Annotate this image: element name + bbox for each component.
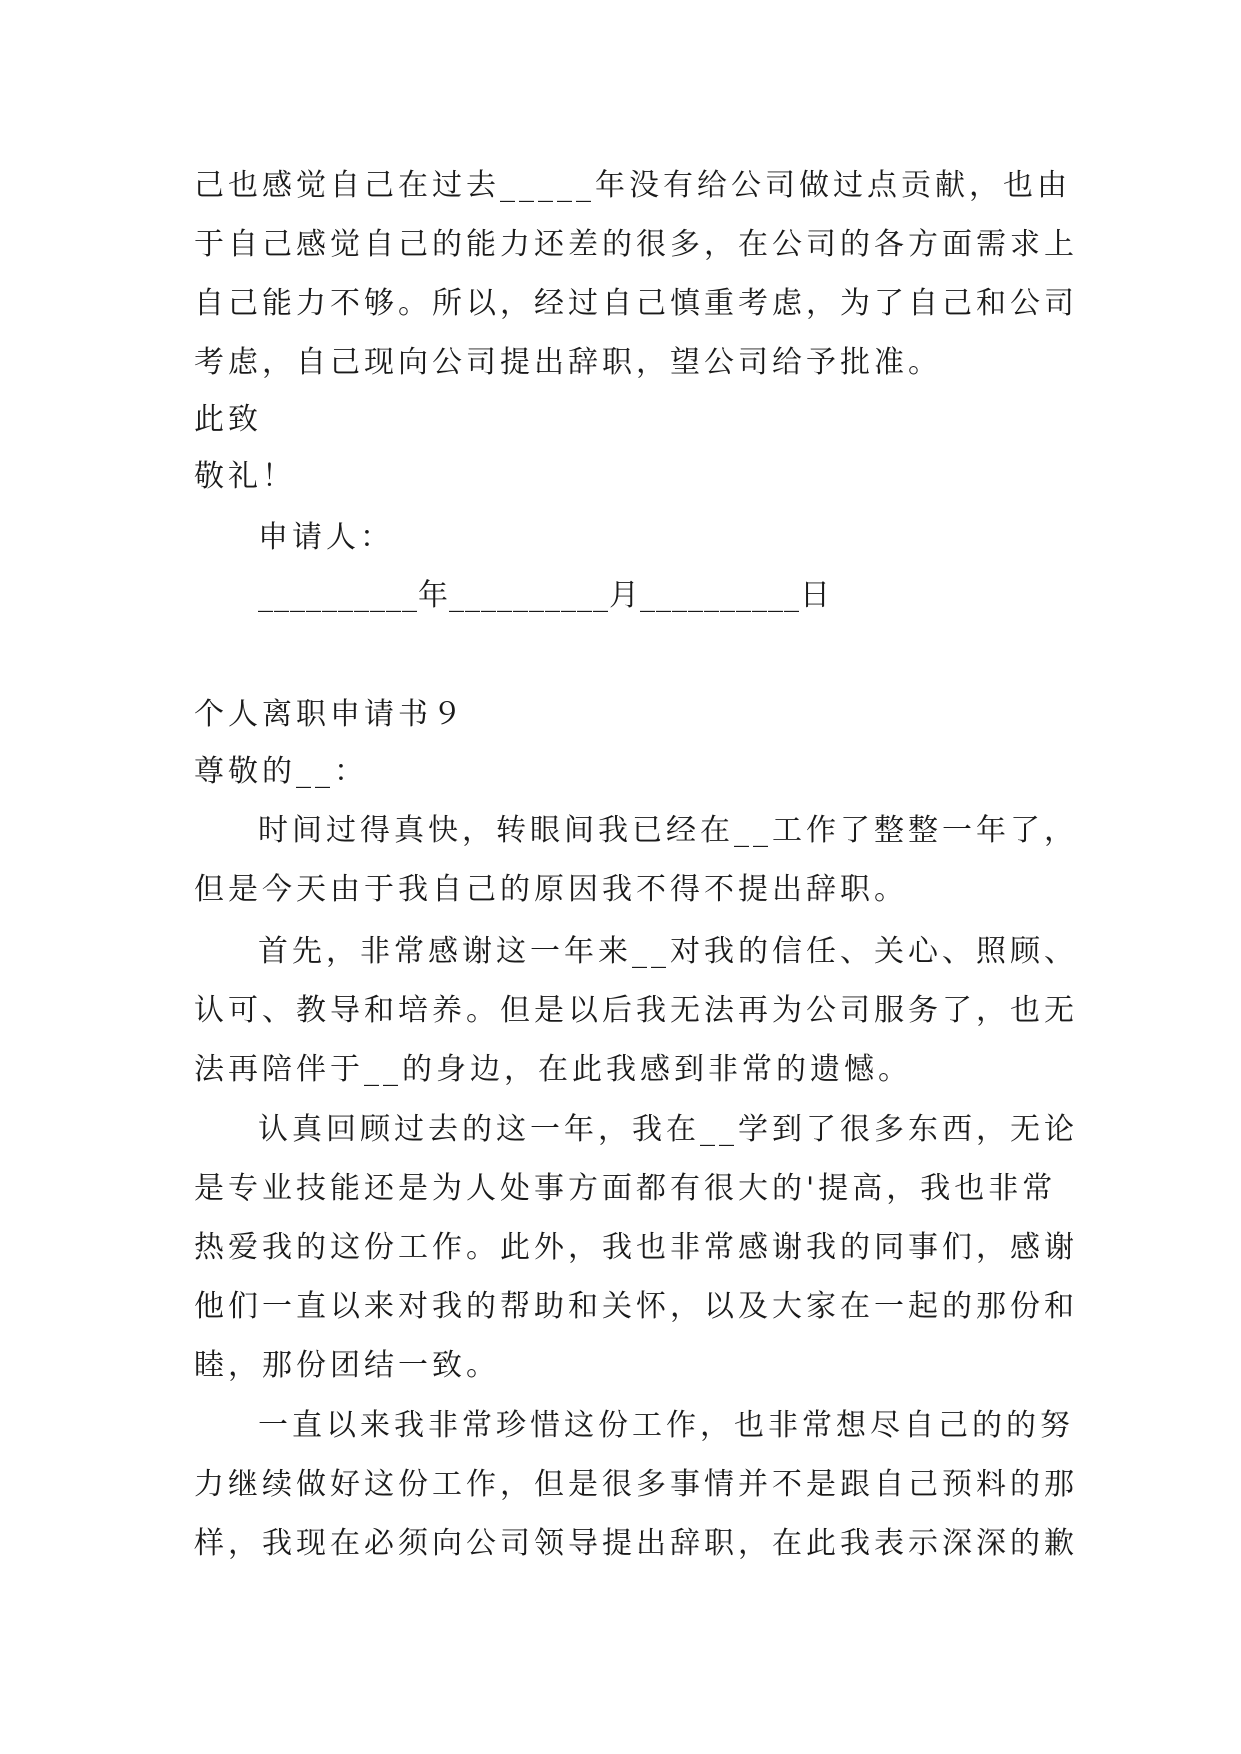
body-line: 于自己感觉自己的能力还差的很多，在公司的各方面需求上 [194,227,1078,262]
applicant-label: 申请人： [258,520,394,555]
paragraph-line: 力继续做好这份工作，但是很多事情并不是跟自己预料的那 [194,1467,1078,1502]
paragraph-line: 认真回顾过去的这一年，我在__学到了很多东西，无论 [258,1112,1078,1147]
paragraph-line: 是专业技能还是为人处事方面都有很大的'提高，我也非常 [194,1171,1057,1206]
paragraph-line: 睦，那份团结一致。 [194,1348,500,1383]
body-line: 己也感觉自己在过去_____年没有给公司做过点贡献，也由 [194,168,1071,203]
closing-salute: 敬礼！ [194,459,296,494]
paragraph-line: 样，我现在必须向公司领导提出辞职，在此我表示深深的歉 [194,1526,1078,1561]
paragraph-line: 一直以来我非常珍惜这份工作，也非常想尽自己的的努 [258,1408,1074,1443]
body-line: 自己能力不够。所以，经过自己慎重考虑，为了自己和公司 [194,286,1078,321]
paragraph-line: 认可、教导和培养。但是以后我无法再为公司服务了，也无 [194,993,1078,1028]
section-title: 个人离职申请书９ [194,697,466,732]
paragraph-line: 时间过得真快，转眼间我已经在__工作了整整一年了， [258,813,1078,848]
closing-greeting: 此致 [194,402,262,437]
paragraph-line: 首先，非常感谢这一年来__对我的信任、关心、照顾、 [258,934,1078,969]
paragraph-line: 热爱我的这份工作。此外，我也非常感谢我的同事们，感谢 [194,1230,1078,1265]
body-line: 考虑，自己现向公司提出辞职，望公司给予批准。 [194,345,942,380]
paragraph-line: 他们一直以来对我的帮助和关怀，以及大家在一起的那份和 [194,1289,1078,1324]
date-line: __________年__________月__________日 [258,578,831,613]
paragraph-line: 法再陪伴于__的身边，在此我感到非常的遗憾。 [194,1052,912,1087]
salutation: 尊敬的__： [194,754,368,789]
paragraph-line: 但是今天由于我自己的原因我不得不提出辞职。 [194,872,908,907]
